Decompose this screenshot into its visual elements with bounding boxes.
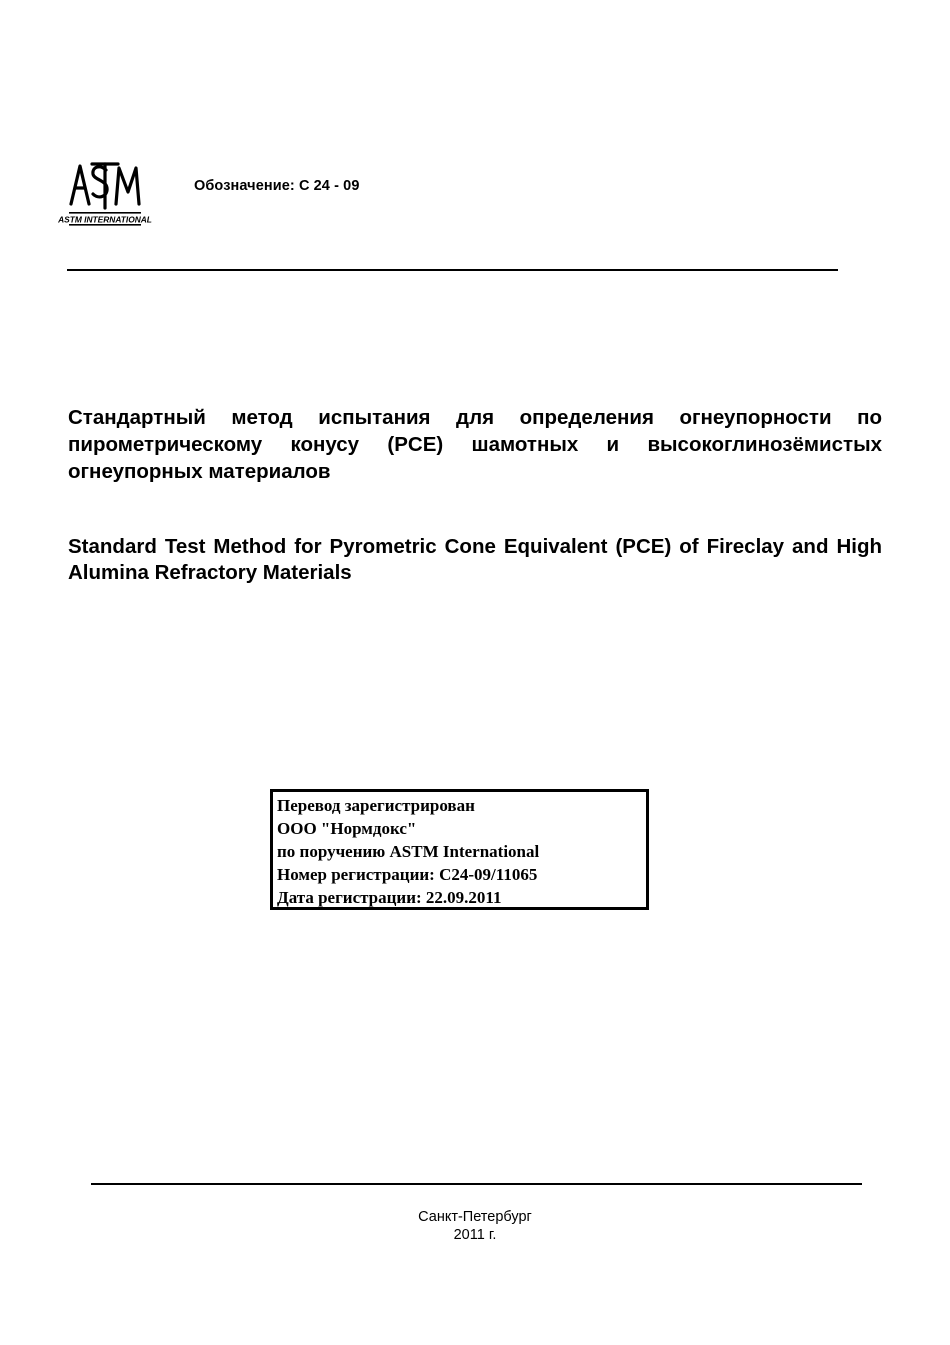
logo-text: ASTM INTERNATIONAL	[58, 214, 152, 225]
city-name: Санкт-Петербург	[418, 1209, 532, 1225]
registration-date: Дата регистрации: 22.09.2011	[277, 888, 502, 907]
astm-logo	[58, 158, 152, 228]
top-divider	[67, 269, 838, 271]
bottom-divider	[91, 1183, 862, 1185]
registration-line: Перевод зарегистрирован	[277, 796, 475, 815]
title-russian: Стандартный метод испытания для определения огнеупорности по пирометрическому конусу (PCE) шамотных и высокоглинозёмистых огнеупорных материалов	[68, 406, 882, 483]
registration-number: Номер регистрации: C24-09/11065	[277, 865, 538, 884]
registration-box	[270, 789, 649, 910]
designation: Обозначение: C 24 - 09	[194, 178, 360, 194]
publication-place	[0, 1208, 950, 1244]
publication-year: 2011 г.	[453, 1227, 497, 1243]
registration-line: по поручению ASTM International	[277, 842, 540, 861]
registration-line: ООО "Нормдокс"	[277, 819, 417, 838]
title-english: Standard Test Method for Pyrometric Cone Equivalent (PCE) of Fireclay and High Alumina Refractory Materials	[68, 535, 882, 584]
